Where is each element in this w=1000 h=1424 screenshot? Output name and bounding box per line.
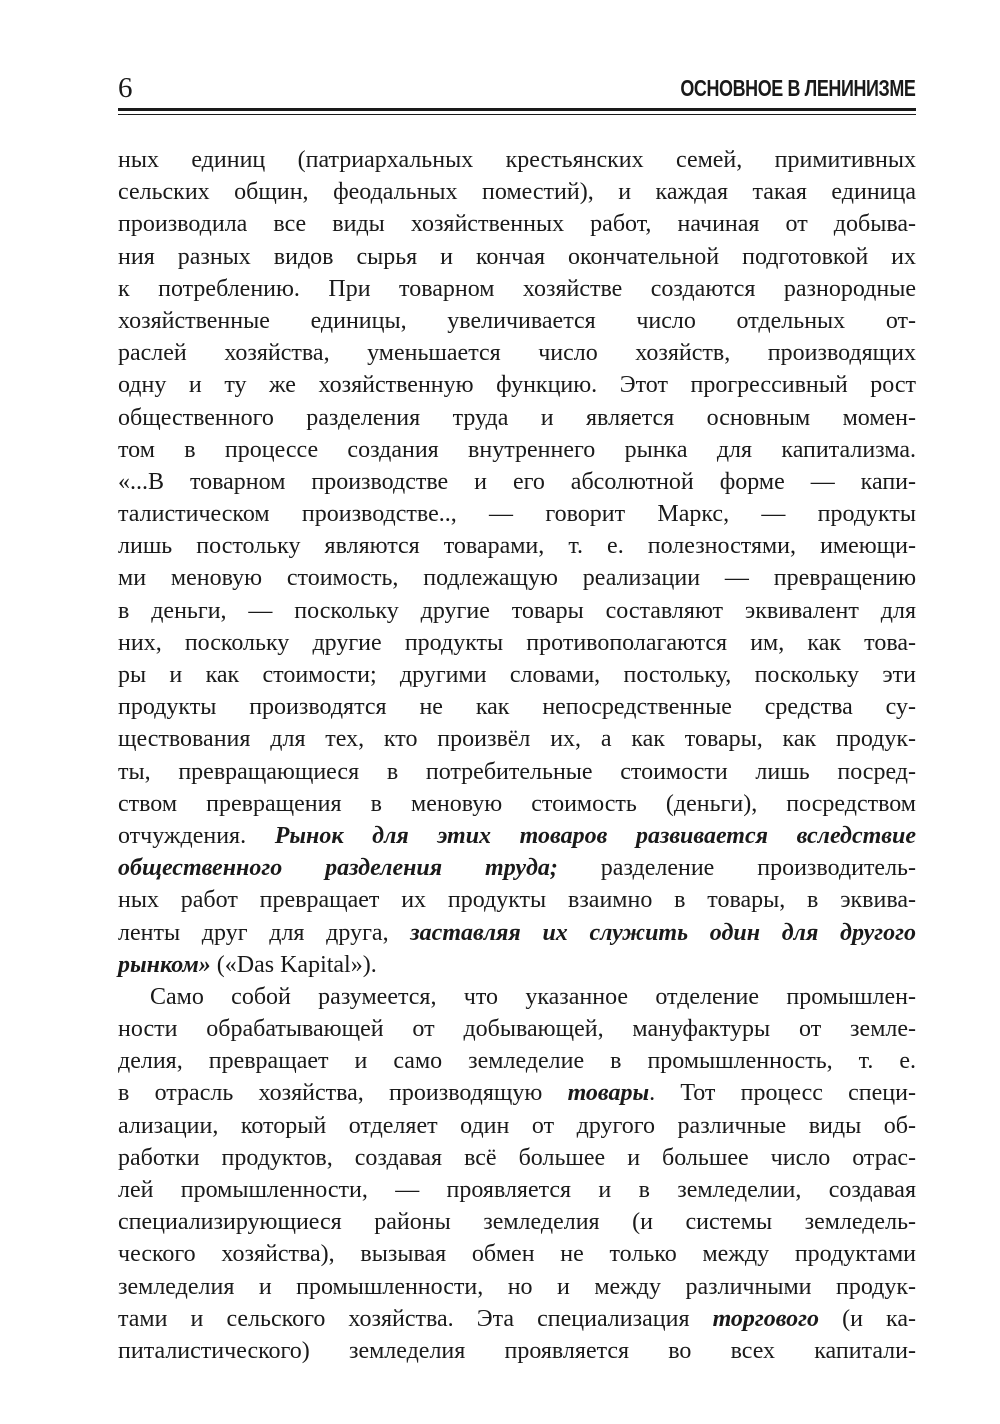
line-text: них, поскольку другие продукты противополагаются им, как това- <box>118 629 916 656</box>
text-line <box>118 1045 916 1077</box>
text-line <box>118 305 916 337</box>
line-text: отчуждения. <box>118 822 275 849</box>
line-text: производила все виды хозяйственных работ, начиная от добыва- <box>118 211 916 238</box>
line-text: делия, превращает и само земледелие в промышленность, т. е. <box>118 1048 916 1075</box>
text-line <box>118 530 916 562</box>
line-text: «...В товарном производстве и его абсолютной форме — капи- <box>118 468 916 495</box>
line-text: ты, превращающиеся в потребительные стоимости лишь посред- <box>118 758 916 785</box>
line-text: работки продуктов, создавая всё большее и большее число отрас- <box>118 1144 916 1171</box>
line-text: тами и сельского хозяйства. Эта специализация <box>118 1305 713 1332</box>
emphasis-text: товары <box>567 1080 650 1107</box>
text-line <box>118 562 916 594</box>
text-line <box>118 466 916 498</box>
line-text: ных работ превращает их продукты взаимно в товары, в эквива- <box>118 887 916 914</box>
text-line <box>118 1110 916 1142</box>
text-line <box>118 884 916 916</box>
body-text <box>118 144 916 1367</box>
emphasis-text: торгового <box>712 1305 820 1332</box>
line-text: талистическом производстве.., — говорит Маркс, — продукты <box>118 501 916 528</box>
line-text: общественного разделения труда и является основным момен- <box>118 404 916 431</box>
text-line <box>118 595 916 627</box>
text-line <box>118 1142 916 1174</box>
line-text: ством превращения в меновую стоимость (деньги), посредством <box>118 790 916 817</box>
text-line <box>118 1013 916 1045</box>
line-text: лишь постольку являются товарами, т. е. полезностями, имеющи- <box>118 533 916 560</box>
line-text: ных единиц (патриархальных крестьянских семей, примитивных <box>118 147 916 173</box>
line-text: сельских общин, феодальных поместий), и каждая такая единица <box>118 179 916 206</box>
text-line <box>118 1174 916 1206</box>
text-line <box>118 1238 916 1270</box>
text-line <box>118 723 916 755</box>
text-line <box>118 273 916 305</box>
text-line <box>118 691 916 723</box>
line-text: к потреблению. При товарном хозяйстве создаются разнородные <box>118 275 916 302</box>
emphasis-text: рынком» <box>118 951 211 978</box>
line-text: ности обрабатывающей от добывающей, мануфактуры от земле- <box>118 1016 916 1043</box>
line-text: лей промышленности, — проявляется и в земледелии, создавая <box>118 1177 916 1203</box>
text-line <box>118 402 916 434</box>
line-text: питалистического) земледелия проявляется во всех капитали- <box>118 1337 916 1364</box>
header-rule-thin <box>118 114 916 115</box>
text-line <box>118 949 916 981</box>
text-line <box>118 176 916 208</box>
emphasis-text: заставляя их служить один для другого <box>410 919 916 946</box>
line-text: разделение производитель- <box>557 855 916 882</box>
page-header <box>118 70 916 110</box>
text-line <box>118 1206 916 1238</box>
line-text: земледелия и промышленности, но и между различными продук- <box>118 1273 916 1300</box>
running-head: ОСНОВНОЕ В ЛЕНИНИЗМЕ <box>680 75 916 101</box>
text-line <box>118 756 916 788</box>
line-text: ми меновую стоимость, подлежащую реализации — превращению <box>118 565 916 592</box>
line-text: раслей хозяйства, уменьшается число хозяйств, производящих <box>118 340 916 367</box>
text-line <box>118 498 916 530</box>
emphasis-text: общественного разделения труда; <box>118 855 558 882</box>
line-text: («Das Kapital»). <box>210 951 377 978</box>
line-text: ния разных видов сырья и кончая окончательной подготовкой их <box>118 243 916 270</box>
header-rule-thick <box>118 108 916 111</box>
line-text: (и ка- <box>819 1305 916 1332</box>
text-line <box>118 337 916 369</box>
line-text: ры и как стоимости; другими словами, постольку, поскольку эти <box>118 662 916 688</box>
line-text: ществования для тех, кто произвёл их, а как товары, как продук- <box>118 726 916 753</box>
text-line <box>118 627 916 659</box>
text-line <box>118 144 916 176</box>
line-text: продукты производятся не как непосредственные средства су- <box>118 694 916 721</box>
text-line <box>118 1077 916 1109</box>
text-line <box>118 434 916 466</box>
text-line <box>118 917 916 949</box>
text-line <box>118 1271 916 1303</box>
page-number: 6 <box>118 72 133 104</box>
text-line <box>118 241 916 273</box>
line-text: ленты друг для друга, <box>118 919 411 946</box>
line-text: . Тот процесс специ- <box>649 1080 916 1107</box>
line-text: одну и ту же хозяйственную функцию. Этот прогрессивный рост <box>118 372 916 399</box>
text-line <box>118 1303 916 1335</box>
line-text: Само собой разумеется, что указанное отделение промышлен- <box>150 983 916 1010</box>
line-text: ческого хозяйства), вызывая обмен не только между продуктами <box>118 1241 916 1268</box>
line-text: в деньги, — поскольку другие товары составляют эквивалент для <box>118 597 916 624</box>
text-line <box>118 369 916 401</box>
line-text: хозяйственные единицы, увеличивается число отдельных от- <box>118 307 916 334</box>
text-line <box>118 788 916 820</box>
text-line <box>118 208 916 240</box>
emphasis-text: Рынок для этих товаров развивается вследствие <box>274 822 916 849</box>
line-text: в отрасль хозяйства, производящую <box>118 1080 568 1107</box>
text-line <box>118 1335 916 1367</box>
line-text: специализирующиеся районы земледелия (и системы земледель- <box>118 1209 916 1236</box>
text-line <box>118 659 916 691</box>
text-line <box>118 981 916 1013</box>
line-text: ализации, который отделяет один от другого различные виды об- <box>118 1112 916 1139</box>
text-line <box>118 852 916 884</box>
text-line <box>118 820 916 852</box>
line-text: том в процессе создания внутреннего рынка для капитализма. <box>118 436 916 463</box>
